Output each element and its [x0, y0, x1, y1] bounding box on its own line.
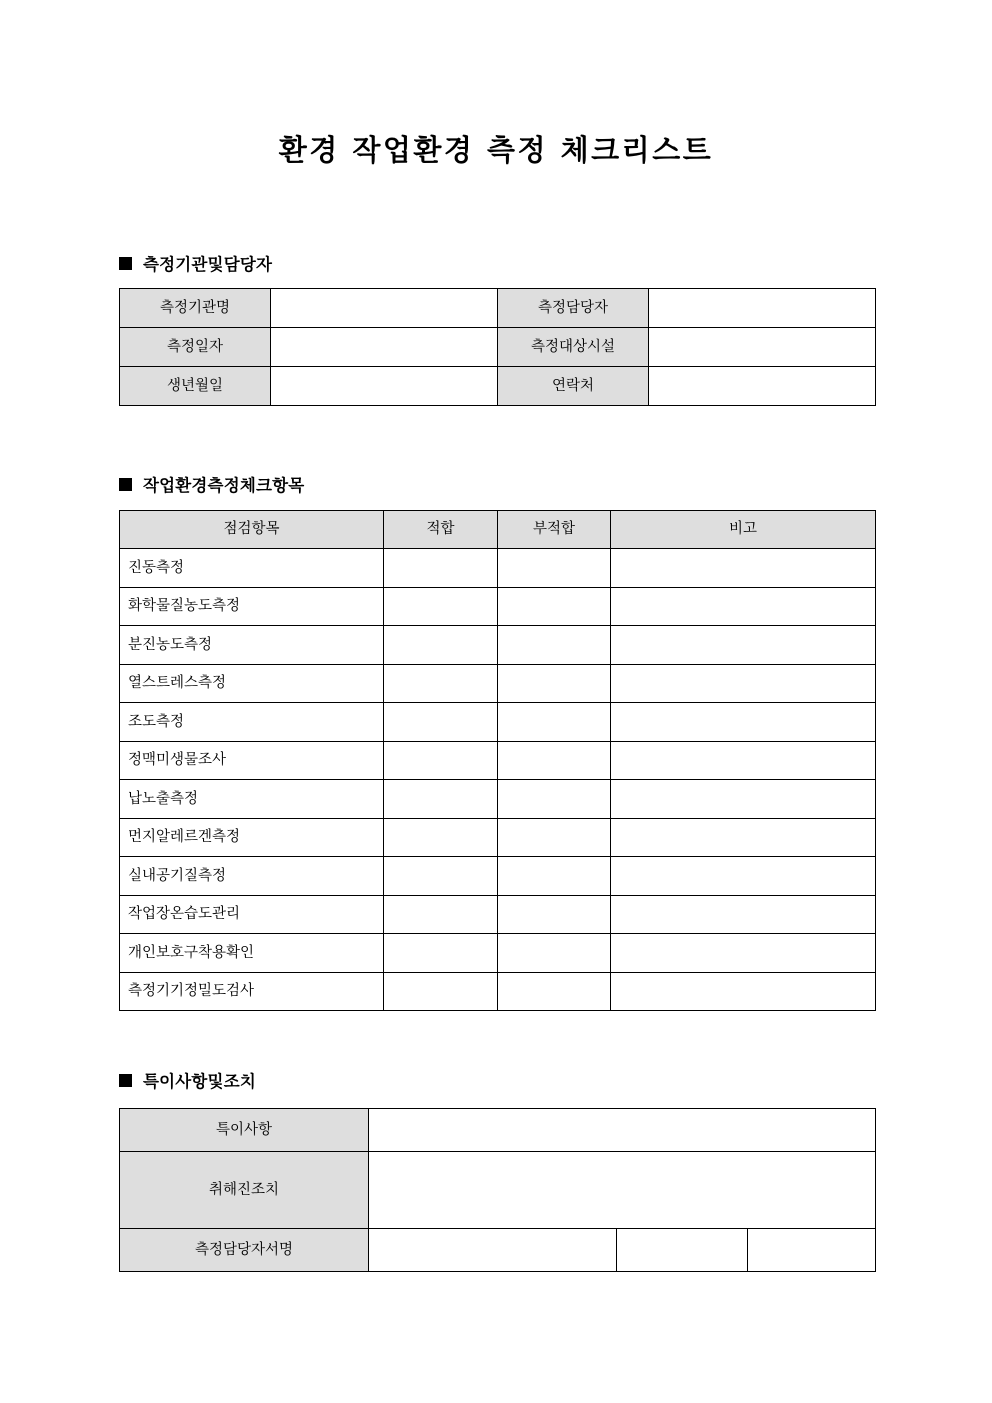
checklist-item-label: 진동측정 [120, 549, 384, 588]
table-row [120, 587, 876, 626]
checklist-item-label: 작업장온습도관리 [120, 895, 384, 934]
work-environment-checklist-table [119, 510, 876, 1011]
section-heading-label: 특이사항및조치 [143, 1072, 256, 1091]
input-cell-birthdate[interactable] [271, 367, 498, 406]
checklist-fail-cell[interactable] [498, 703, 611, 742]
checklist-fail-cell[interactable] [498, 741, 611, 780]
checklist-remark-cell[interactable] [611, 857, 876, 896]
table-row [120, 780, 876, 819]
checklist-fail-cell[interactable] [498, 895, 611, 934]
checklist-item-label: 분진농도측정 [120, 626, 384, 665]
checklist-item-label: 먼지알레르겐측정 [120, 818, 384, 857]
checklist-item-label: 정맥미생물조사 [120, 741, 384, 780]
checklist-remark-cell[interactable] [611, 549, 876, 588]
table-row [120, 818, 876, 857]
signature-cell-1[interactable] [369, 1229, 617, 1272]
table-row [120, 857, 876, 896]
label-cell-measurement-date: 측정일자 [120, 328, 271, 367]
checklist-item-label: 열스트레스측정 [120, 664, 384, 703]
measurement-agency-table [119, 288, 876, 406]
input-cell-agency-name[interactable] [271, 289, 498, 328]
checklist-item-label: 조도측정 [120, 703, 384, 742]
checklist-pass-cell[interactable] [384, 549, 498, 588]
checklist-pass-cell[interactable] [384, 934, 498, 973]
checklist-fail-cell[interactable] [498, 587, 611, 626]
table-row [120, 895, 876, 934]
table-row [120, 1109, 876, 1152]
table-row [120, 549, 876, 588]
checklist-pass-cell[interactable] [384, 741, 498, 780]
filled-square-bullet-icon [119, 1074, 132, 1087]
column-header-fail: 부적합 [498, 511, 611, 549]
section-heading-special-notes [119, 1068, 256, 1092]
checklist-remark-cell[interactable] [611, 934, 876, 973]
special-notes-and-actions-table [119, 1108, 876, 1272]
table-row [120, 664, 876, 703]
filled-square-bullet-icon [119, 478, 132, 491]
label-cell-inspector-signature: 측정담당자서명 [120, 1229, 369, 1272]
checklist-fail-cell[interactable] [498, 857, 611, 896]
section-heading-measurement-agency [119, 251, 272, 275]
checklist-fail-cell[interactable] [498, 780, 611, 819]
checklist-fail-cell[interactable] [498, 549, 611, 588]
input-cell-measurement-date[interactable] [271, 328, 498, 367]
checklist-remark-cell[interactable] [611, 626, 876, 665]
checklist-remark-cell[interactable] [611, 741, 876, 780]
page-title: 환경 작업환경 측정 체크리스트 [278, 133, 714, 167]
checklist-pass-cell[interactable] [384, 895, 498, 934]
column-header-pass: 적합 [384, 511, 498, 549]
input-cell-target-facility[interactable] [649, 328, 876, 367]
input-cell-actions-taken[interactable] [369, 1152, 876, 1229]
checklist-remark-cell[interactable] [611, 972, 876, 1011]
checklist-pass-cell[interactable] [384, 703, 498, 742]
label-cell-contact: 연락처 [498, 367, 649, 406]
input-cell-contact[interactable] [649, 367, 876, 406]
table-row [120, 934, 876, 973]
table-row [120, 703, 876, 742]
table-header-row [120, 511, 876, 549]
checklist-remark-cell[interactable] [611, 587, 876, 626]
input-cell-person-in-charge[interactable] [649, 289, 876, 328]
table-row [120, 972, 876, 1011]
checklist-remark-cell[interactable] [611, 895, 876, 934]
checklist-pass-cell[interactable] [384, 857, 498, 896]
column-header-item: 점검항목 [120, 511, 384, 549]
checklist-pass-cell[interactable] [384, 626, 498, 665]
checklist-pass-cell[interactable] [384, 664, 498, 703]
checklist-fail-cell[interactable] [498, 626, 611, 665]
checklist-item-label: 납노출측정 [120, 780, 384, 819]
label-cell-target-facility: 측정대상시설 [498, 328, 649, 367]
checklist-item-label: 측정기기정밀도검사 [120, 972, 384, 1011]
table-row [120, 328, 876, 367]
checklist-pass-cell[interactable] [384, 818, 498, 857]
label-cell-actions-taken: 취해진조치 [120, 1152, 369, 1229]
checklist-remark-cell[interactable] [611, 703, 876, 742]
table-row [120, 367, 876, 406]
label-cell-birthdate: 생년월일 [120, 367, 271, 406]
input-cell-special-notes[interactable] [369, 1109, 876, 1152]
column-header-remark: 비고 [611, 511, 876, 549]
table-row [120, 289, 876, 328]
checklist-pass-cell[interactable] [384, 587, 498, 626]
checklist-fail-cell[interactable] [498, 972, 611, 1011]
filled-square-bullet-icon [119, 257, 132, 270]
checklist-item-label: 화학물질농도측정 [120, 587, 384, 626]
signature-cell-2[interactable] [617, 1229, 748, 1272]
checklist-item-label: 개인보호구착용확인 [120, 934, 384, 973]
signature-cell-3[interactable] [748, 1229, 876, 1272]
checklist-pass-cell[interactable] [384, 972, 498, 1011]
label-cell-special-notes: 특이사항 [120, 1109, 369, 1152]
checklist-pass-cell[interactable] [384, 780, 498, 819]
checklist-fail-cell[interactable] [498, 934, 611, 973]
table-row [120, 626, 876, 665]
section-heading-label: 작업환경측정체크항목 [143, 476, 305, 495]
section-heading-label: 측정기관및담당자 [143, 255, 273, 274]
checklist-remark-cell[interactable] [611, 818, 876, 857]
checklist-fail-cell[interactable] [498, 818, 611, 857]
checklist-remark-cell[interactable] [611, 780, 876, 819]
label-cell-agency-name: 측정기관명 [120, 289, 271, 328]
section-heading-checklist-items [119, 472, 304, 496]
checklist-item-label: 실내공기질측정 [120, 857, 384, 896]
label-cell-person-in-charge: 측정담당자 [498, 289, 649, 328]
checklist-fail-cell[interactable] [498, 664, 611, 703]
checklist-remark-cell[interactable] [611, 664, 876, 703]
table-row [120, 741, 876, 780]
table-row [120, 1152, 876, 1229]
table-row [120, 1229, 876, 1272]
